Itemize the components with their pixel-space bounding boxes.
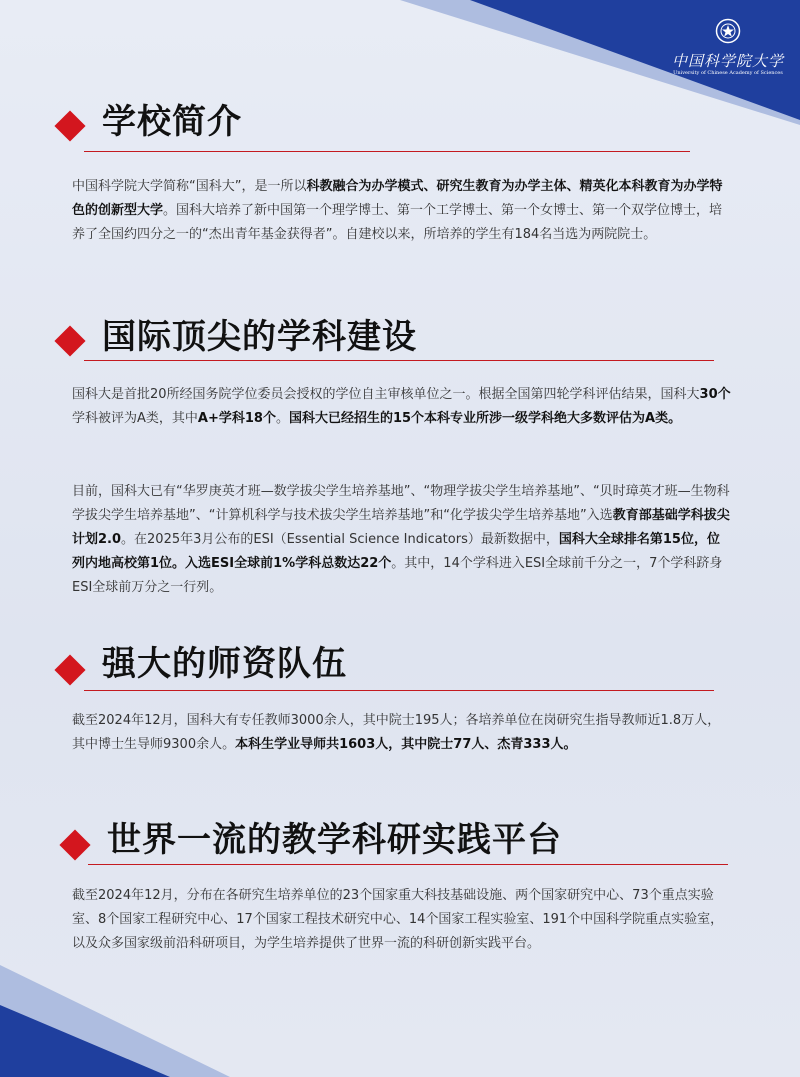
body-text: 国科大是首批20所经国务院学位委员会授权的学位自主审核单位之一。根据全国第四轮学科评估结果，国科大 [72, 387, 700, 402]
section-heading: 强大的师资队伍 [102, 644, 347, 684]
body-text: 截至2024年12月，分布在各研究生培养单位的23个国家重大科技基础设施、两个国家研究中心、73个重点实验室、8个国家工程研究中心、17个国家工程技术研究中心、14个国家工程实验室、191个中国科学院重点实验室，以及众多国家级前沿科研项目，为学生培养提供了世界一流的科研创新实践平台。 [72, 888, 724, 951]
university-seal-icon [715, 18, 741, 44]
body-text: 。国科大培养了新中国第一个理学博士、第一个工学博士、第一个女博士、第一个双学位博士，培养了全国约四分之一的“杰出青年基金获得者”。自建校以来，所培养的学生有184名当选为两院院士。 [72, 203, 723, 242]
section-underline [88, 864, 728, 865]
section-paragraph [72, 480, 732, 600]
body-text: 。 [275, 411, 289, 426]
section-underline [84, 360, 714, 361]
body-text: 截至2024年12月，国科大有专任教师3000余人，其中院士195人；各培养单位在岗研究生指导教师近1.8万人，其中博士生导师9300余人。 [72, 713, 721, 752]
section-paragraph [72, 383, 732, 431]
section-paragraph [72, 884, 732, 956]
section-underline [84, 151, 690, 152]
body-text: 。在2025年3月公布的ESI（Essential Science Indicators）最新数据中， [121, 532, 559, 547]
emphasis-text: 教育部基础学科拔尖计划2.0 [72, 508, 730, 547]
section-heading: 国际顶尖的学科建设 [102, 317, 417, 357]
emphasis-text: 本科生学业导师共1603人，其中院士77人、杰青333人。 [235, 737, 577, 752]
university-logo [668, 18, 788, 77]
emphasis-text: 30个 [699, 387, 731, 402]
logo-name-cn: 中国科学院大学 [671, 52, 784, 70]
body-text: 学科被评为A类，其中 [72, 411, 198, 426]
section-paragraph [72, 709, 732, 757]
section-underline [84, 690, 714, 691]
emphasis-text: 国科大全球排名第15位，位列内地高校第1位。入选ESI全球前1%学科总数达22个 [72, 532, 720, 571]
section-paragraph [72, 175, 732, 247]
emphasis-text: 科教融合为办学模式、研究生教育为办学主体、精英化本科教育为办学特色的创新型大学 [72, 179, 723, 218]
emphasis-text: 国科大已经招生的15个本科专业所涉一级学科绝大多数评估为A类。 [288, 411, 682, 426]
body-text: 。其中，14个学科进入ESI全球前千分之一，7个学科跻身ESI全球前万分之一行列。 [72, 556, 723, 595]
body-text: 目前，国科大已有“华罗庚英才班—数学拔尖学生培养基地”、“物理学拔尖学生培养基地”、“贝时璋英才班—生物科学拔尖学生培养基地”、“计算机科学与技术拔尖学生培养基地”和“化学拔尖学生培养基地”入选 [72, 484, 730, 523]
section-heading: 学校简介 [102, 102, 242, 142]
body-text: 中国科学院大学简称“国科大”，是一所以 [72, 179, 307, 194]
section-heading: 世界一流的教学科研实践平台 [107, 820, 562, 860]
emphasis-text: A+学科18个 [197, 411, 276, 426]
logo-name-en: University of Chinese Academy of Sciences [673, 70, 783, 76]
